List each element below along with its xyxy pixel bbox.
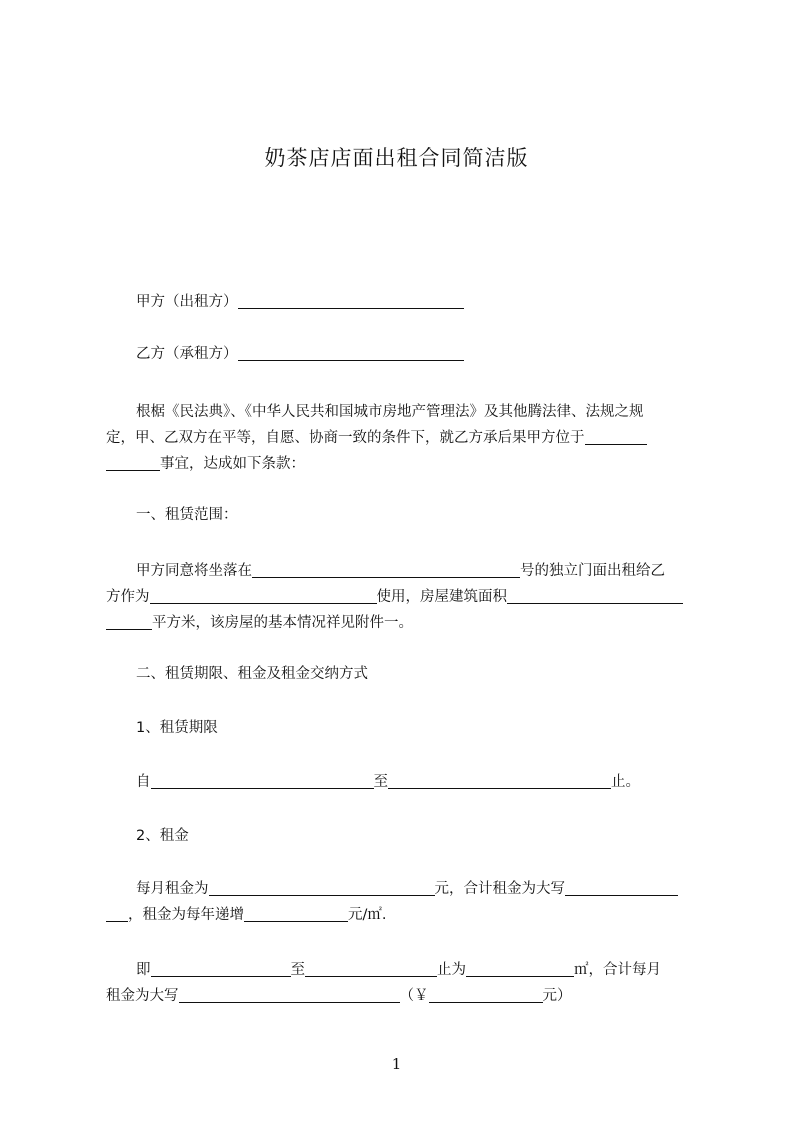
- usage-blank[interactable]: [150, 589, 377, 605]
- sqm-total-text: ㎡，合计每月: [574, 962, 661, 978]
- preamble-text-2: 定，甲、乙双方在平等，自愿、协商一致的条件下，就乙方承后果甲方位于: [106, 430, 585, 446]
- section1-heading-text: 一、租赁范围：: [136, 507, 238, 523]
- party-a-blank[interactable]: [238, 294, 464, 310]
- rent-upper-blank-b[interactable]: [106, 907, 128, 923]
- section2-heading-text: 二、租赁期限、租金及租金交纳方式: [136, 666, 368, 682]
- party-b-label: 乙方（承租方）: [136, 346, 238, 362]
- section1-text-2a: 方作为: [106, 589, 150, 605]
- zhi-text: 至: [290, 962, 305, 978]
- monthly-rent-label: 每月租金为: [136, 881, 209, 897]
- location-blank-b[interactable]: [106, 456, 160, 472]
- lease-from-text: 自: [136, 774, 151, 790]
- rent-total-text: 元，合计租金为大写: [434, 881, 565, 897]
- yen-open-text: （￥: [399, 988, 429, 1004]
- period-start-blank[interactable]: [151, 962, 291, 978]
- section1-line-1: [106, 561, 701, 581]
- monthly-upper-label: 租金为大写: [106, 988, 179, 1004]
- per-sqm-text: 元/㎡.: [348, 907, 387, 923]
- rent-line-1: [106, 879, 701, 899]
- preamble-line-1: [106, 402, 701, 422]
- document-title: 奶茶店店面出租合同简洁版: [264, 146, 529, 170]
- monthly-upper-blank[interactable]: [179, 988, 400, 1004]
- zhi-wei-text: 止为: [437, 962, 466, 978]
- lease-term-heading: [106, 718, 701, 738]
- lease-term-line: [106, 772, 701, 792]
- rent-upper-blank-a[interactable]: [565, 881, 678, 897]
- rent-line-4: [106, 986, 701, 1006]
- rent-increase-label: ，租金为每年递增: [128, 907, 244, 923]
- rent-line-2: [106, 905, 701, 925]
- address-blank[interactable]: [252, 563, 520, 579]
- monthly-yen-blank[interactable]: [429, 988, 543, 1004]
- lease-start-blank[interactable]: [151, 774, 374, 790]
- party-b-blank[interactable]: [238, 346, 464, 362]
- rent-heading: [106, 826, 701, 846]
- party-a-label: 甲方（出租方）: [136, 294, 238, 310]
- section1-text-1b: 号的独立门面出租给乙: [520, 563, 665, 579]
- rent-line-3: [106, 960, 701, 980]
- rent-increase-blank[interactable]: [244, 907, 348, 923]
- section1-line-2: [106, 587, 701, 607]
- lease-end-text: 止。: [611, 774, 640, 790]
- lease-term-heading-text: 1、租赁期限: [136, 720, 218, 736]
- preamble-text-3: 事宜，达成如下条款：: [160, 456, 305, 472]
- page-number: 1: [391, 1055, 402, 1073]
- party-b-line: [106, 344, 701, 364]
- section1-line-3: [106, 613, 701, 633]
- lease-to-text: 至: [373, 774, 388, 790]
- location-blank-a[interactable]: [585, 430, 647, 446]
- rent-heading-text: 2、租金: [136, 828, 189, 844]
- yuan-close-text: 元）: [542, 988, 572, 1004]
- lease-end-blank[interactable]: [388, 774, 611, 790]
- preamble-line-2: [106, 428, 701, 448]
- section1-heading: [106, 505, 701, 525]
- period-end-blank[interactable]: [305, 962, 437, 978]
- section1-text-1a: 甲方同意将坐落在: [136, 563, 252, 579]
- party-a-line: [106, 292, 701, 312]
- period-value-blank[interactable]: [466, 962, 574, 978]
- preamble-line-3: [106, 454, 701, 474]
- area-blank-a[interactable]: [507, 589, 683, 605]
- monthly-rent-blank[interactable]: [209, 881, 435, 897]
- preamble-text-1: 根椐《民法典》、《中华人民共和国城市房地产管理法》及其他腾法律、法规之规: [136, 404, 644, 420]
- area-blank-b[interactable]: [106, 615, 152, 631]
- section2-heading: [106, 664, 701, 684]
- ji-text: 即: [136, 962, 151, 978]
- section1-text-2b: 使用，房屋建筑面积: [376, 589, 507, 605]
- section1-text-3: 平方米，该房屋的基本情况祥见附件一。: [152, 615, 413, 631]
